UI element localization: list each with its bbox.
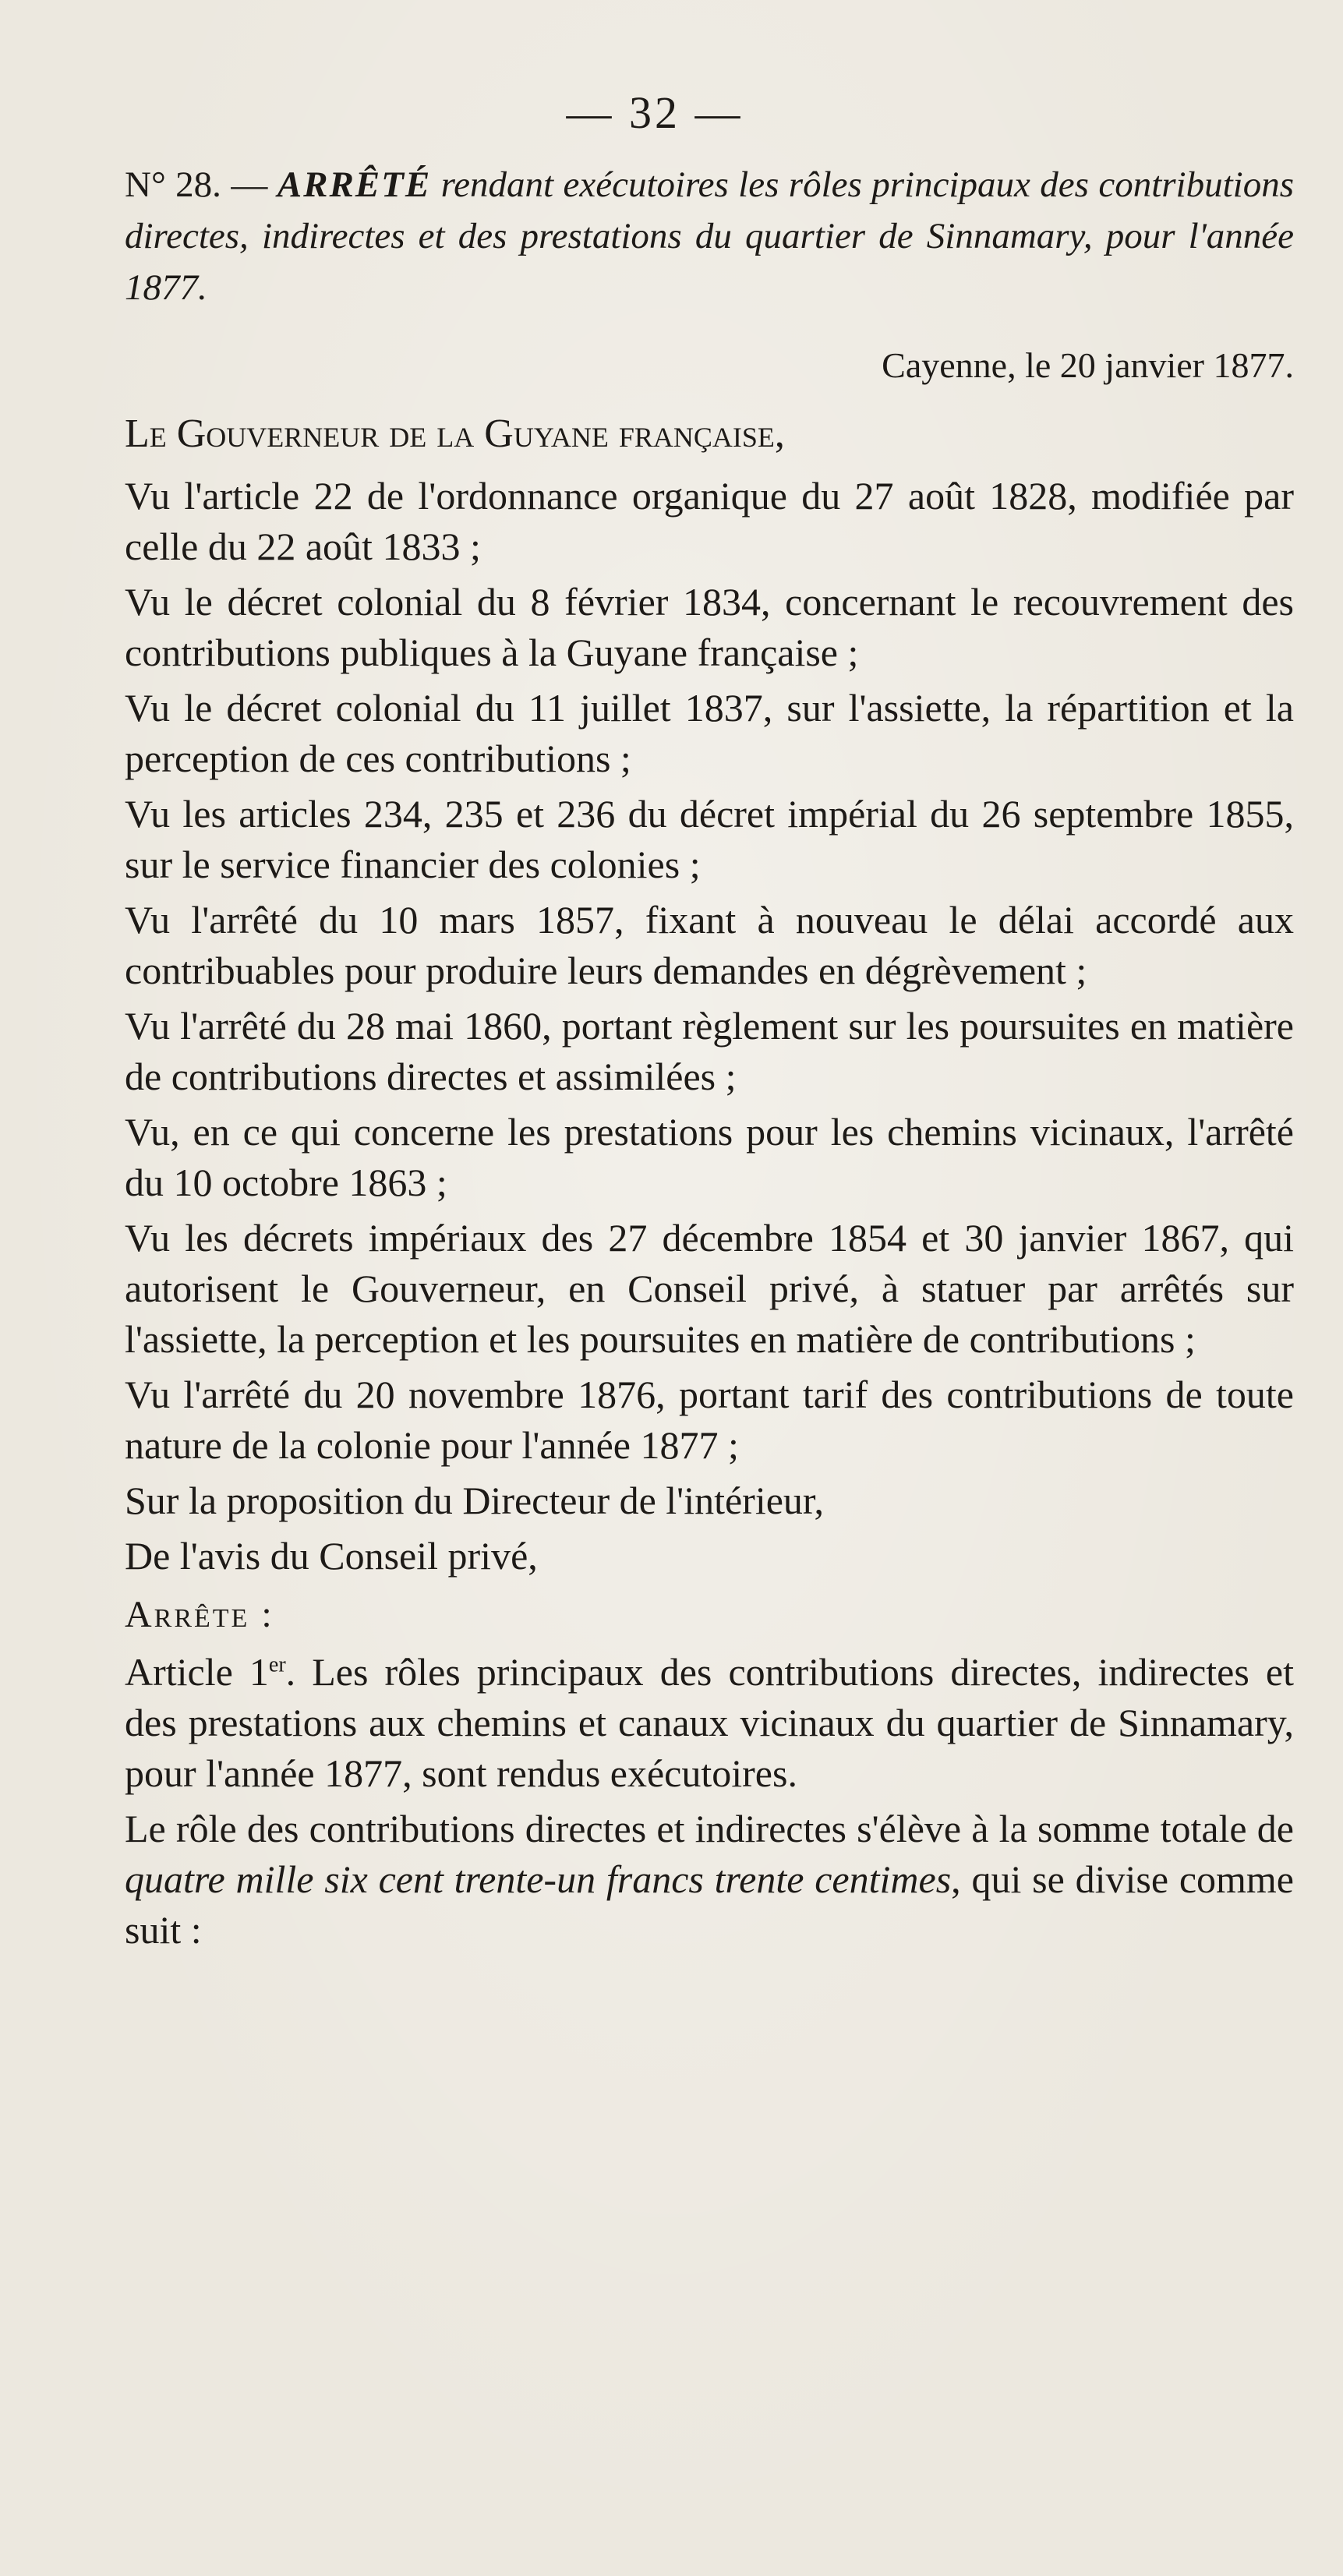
article-1-label: Article 1 — [125, 1650, 269, 1694]
considerant-item: Vu les articles 234, 235 et 236 du décret impérial du 26 septembre 1855, sur le service financier des colonies ; — [125, 792, 1294, 886]
page-number: — 32 — — [566, 87, 744, 138]
considerant-item: Vu l'arrêté du 20 novembre 1876, portant tarif des contributions de toute nature de la colonie pour l'année 1877 ; — [125, 1373, 1294, 1467]
considerant-item: Sur la proposition du Directeur de l'intérieur, — [125, 1479, 825, 1522]
arrete-label: Arrête : — [125, 1594, 274, 1635]
article-1-sup: er — [268, 1652, 286, 1677]
considerant-item: De l'avis du Conseil privé, — [125, 1534, 538, 1578]
governor-line: Le Gouverneur de la Guyane française, — [125, 412, 785, 456]
place-date: Cayenne, le 20 janvier 1877. — [882, 345, 1294, 385]
considerant-item: Vu l'arrêté du 10 mars 1857, fixant à nouveau le délai accordé aux contribuables pour produire leurs demandes en dégrèvement ; — [125, 898, 1294, 992]
final-lead: Le rôle des contributions directes et indirectes s'élève à la somme totale de — [125, 1807, 1294, 1850]
article-1-text: . Les rôles principaux des contributions directes, indirectes et des prestations aux chemins et canaux vicinaux du quartier de Sinnamary, pour l'année 1877, sont rendus exécutoires. — [125, 1650, 1294, 1795]
final-paragraph — [125, 1804, 1294, 1956]
considerant-item: Vu le décret colonial du 11 juillet 1837, sur l'assiette, la répartition et la perception de ces contributions ; — [125, 686, 1294, 780]
total-amount: quatre mille six cent trente-un francs trente centimes — [125, 1857, 952, 1901]
considerant-item: Vu l'article 22 de l'ordonnance organique du 27 août 1828, modifiée par celle du 22 août 1833 ; — [125, 474, 1294, 568]
considerant-item: Vu l'arrêté du 28 mai 1860, portant règlement sur les poursuites en matière de contributions directes et assimilées ; — [125, 1004, 1294, 1098]
considerant-item: Vu le décret colonial du 8 février 1834, concernant le recouvrement des contributions publiques à la Guyane française ; — [125, 580, 1294, 674]
considerant-item: Vu les décrets impériaux des 27 décembre 1854 et 30 janvier 1867, qui autorisent le Gouverneur, en Conseil privé, à statuer par arrêtés sur l'assiette, la perception et les poursuites en matière de contributions ; — [125, 1216, 1294, 1361]
act-title: rendant exécutoires les rôles principaux des contributions directes, indirectes et des prestations du quartier de Sinnamary, pour l'année 1877. — [125, 164, 1295, 308]
article-1 — [125, 1647, 1294, 1799]
act-type: ARRÊTÉ — [277, 164, 432, 205]
final-tail: , qui se divise comme suit : — [125, 1857, 1294, 1952]
text-column — [125, 86, 1294, 1960]
considerants-list — [125, 471, 1294, 1581]
act-heading — [125, 159, 1294, 313]
act-number: N° 28. — — [125, 164, 268, 205]
considerant-item: Vu, en ce qui concerne les prestations pour les chemins vicinaux, l'arrêté du 10 octobre 1863 ; — [125, 1110, 1294, 1204]
